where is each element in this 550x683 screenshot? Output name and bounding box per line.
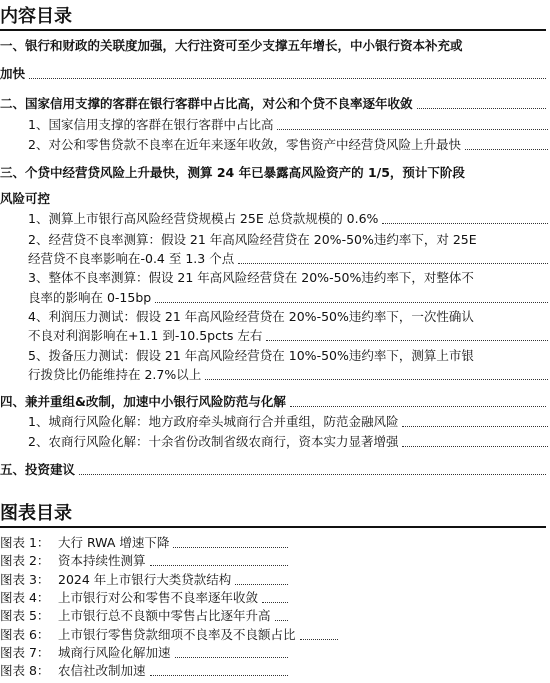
chart-label: 图表 7： — [0, 645, 50, 660]
dot-leader — [277, 128, 548, 130]
dot-leader — [150, 674, 288, 676]
dot-leader — [382, 222, 548, 224]
dot-leader — [150, 564, 288, 566]
toc-section-3-sub-5-line-1[interactable]: 5、拨备压力测试：假设 21 年高风险经营贷在 10%-50%违约率下，测算上市银 — [28, 348, 474, 363]
toc-section-3-line-2[interactable]: 风险可控 — [0, 191, 51, 206]
toc-section-3-line-1[interactable]: 三、个贷中经营贷风险上升最快，测算 24 年已暴露高风险资产的 1/5，预计下阶段 — [0, 165, 465, 180]
dot-leader — [235, 583, 288, 585]
dot-leader — [402, 445, 548, 447]
dot-leader — [465, 148, 548, 150]
dot-leader — [275, 619, 288, 621]
toc-title: 内容目录 — [0, 6, 72, 27]
chart-toc-title-rule — [0, 526, 546, 528]
chart-text: 2024 年上市银行大类贷款结构 — [58, 572, 232, 587]
chart-toc-item-6[interactable] — [0, 627, 340, 643]
toc-section-3-sub-4-line-2[interactable]: 不良对利润影响在+1.1 到-10.5pcts 左右 — [28, 328, 550, 344]
toc-title-rule — [0, 29, 546, 31]
chart-text: 上市银行零售贷款细项不良率及不良额占比 — [58, 627, 296, 642]
toc-section-4-sub-1[interactable]: 1、城商行风险化解：地方政府牵头城商行合并重组，防范金融风险 — [28, 414, 550, 430]
toc-section-1-line-2[interactable]: 加快 — [0, 66, 548, 82]
toc-section-4-sub-2[interactable]: 2、农商行风险化解：十余省份改制省级农商行，资本实力显著增强 — [28, 434, 550, 450]
dot-leader — [300, 638, 338, 640]
dot-leader — [266, 339, 548, 341]
dot-leader — [238, 262, 548, 264]
toc-section-5-line-1[interactable]: 五、投资建议 — [0, 462, 548, 478]
toc-section-3-sub-1[interactable]: 1、测算上市银行高风险经营贷规模占 25E 总贷款规模的 0.6% — [28, 211, 550, 227]
toc-section-3-sub-2-line-1[interactable]: 2、经营贷不良率测算：假设 21 年高风险经营贷在 20%-50%违约率下，对 25E — [28, 232, 477, 247]
chart-toc-item-3[interactable] — [0, 572, 290, 588]
chart-toc-item-2[interactable] — [0, 553, 290, 569]
dot-leader — [290, 405, 546, 407]
dot-leader — [205, 378, 548, 380]
dot-leader — [417, 107, 546, 109]
toc-section-1-line-1[interactable]: 一、银行和财政的关联度加强，大行注资可至少支撑五年增长，中小银行资本补充或 — [0, 38, 463, 53]
toc-section-3-sub-3-line-1[interactable]: 3、整体不良率测算：假设 21 年高风险经营贷在 20%-50%违约率下，对整体不 — [28, 270, 474, 285]
dot-leader — [262, 601, 288, 603]
chart-text: 大行 RWA 增速下降 — [58, 535, 170, 550]
chart-toc-item-7[interactable] — [0, 645, 290, 661]
chart-label: 图表 6： — [0, 627, 50, 642]
toc-section-3-sub-4-line-1[interactable]: 4、利润压力测试：假设 21 年高风险经营贷在 20%-50%违约率下，一次性确认 — [28, 309, 474, 324]
toc-section-3-sub-3-line-2[interactable]: 良率的影响在 0-15bp — [28, 290, 550, 306]
dot-leader — [173, 546, 288, 548]
dot-leader — [155, 301, 548, 303]
toc-section-4-line-1[interactable]: 四、兼并重组&改制，加速中小银行风险防范与化解 — [0, 394, 548, 410]
chart-text: 城商行风险化解加速 — [58, 645, 171, 660]
chart-text: 上市银行对公和零售不良率逐年收敛 — [58, 590, 259, 605]
toc-section-2-sub-1[interactable]: 1、国家信用支撑的客群在银行客群中占比高 — [28, 117, 550, 133]
chart-label: 图表 2： — [0, 553, 50, 568]
chart-text: 资本持续性测算 — [58, 553, 146, 568]
chart-label: 图表 3： — [0, 572, 50, 587]
dot-leader — [29, 77, 546, 79]
chart-text: 农信社改制加速 — [58, 663, 146, 678]
toc-section-3-sub-2-line-2[interactable]: 经营贷不良率影响在-0.4 至 1.3 个点 — [28, 251, 550, 267]
toc-section-3-sub-5-line-2[interactable]: 行拨贷比仍能维持在 2.7%以上 — [28, 367, 550, 383]
dot-leader — [402, 425, 548, 427]
chart-label: 图表 8： — [0, 663, 50, 678]
dot-leader — [175, 656, 288, 658]
chart-label: 图表 5： — [0, 608, 50, 623]
chart-label: 图表 1： — [0, 535, 50, 550]
chart-toc-item-1[interactable] — [0, 535, 290, 551]
chart-toc-item-4[interactable] — [0, 590, 290, 606]
chart-toc-item-8[interactable] — [0, 663, 290, 679]
chart-text: 上市银行总不良额中零售占比逐年升高 — [58, 608, 271, 623]
chart-toc-title: 图表目录 — [0, 503, 72, 524]
chart-label: 图表 4： — [0, 590, 50, 605]
toc-section-2-line-1[interactable]: 二、国家信用支撑的客群在银行客群中占比高，对公和个贷不良率逐年收敛 — [0, 96, 548, 112]
chart-toc-item-5[interactable] — [0, 608, 290, 624]
toc-section-2-sub-2[interactable]: 2、对公和零售贷款不良率在近年来逐年收敛，零售资产中经营贷风险上升最快 — [28, 137, 550, 153]
dot-leader — [79, 473, 546, 475]
